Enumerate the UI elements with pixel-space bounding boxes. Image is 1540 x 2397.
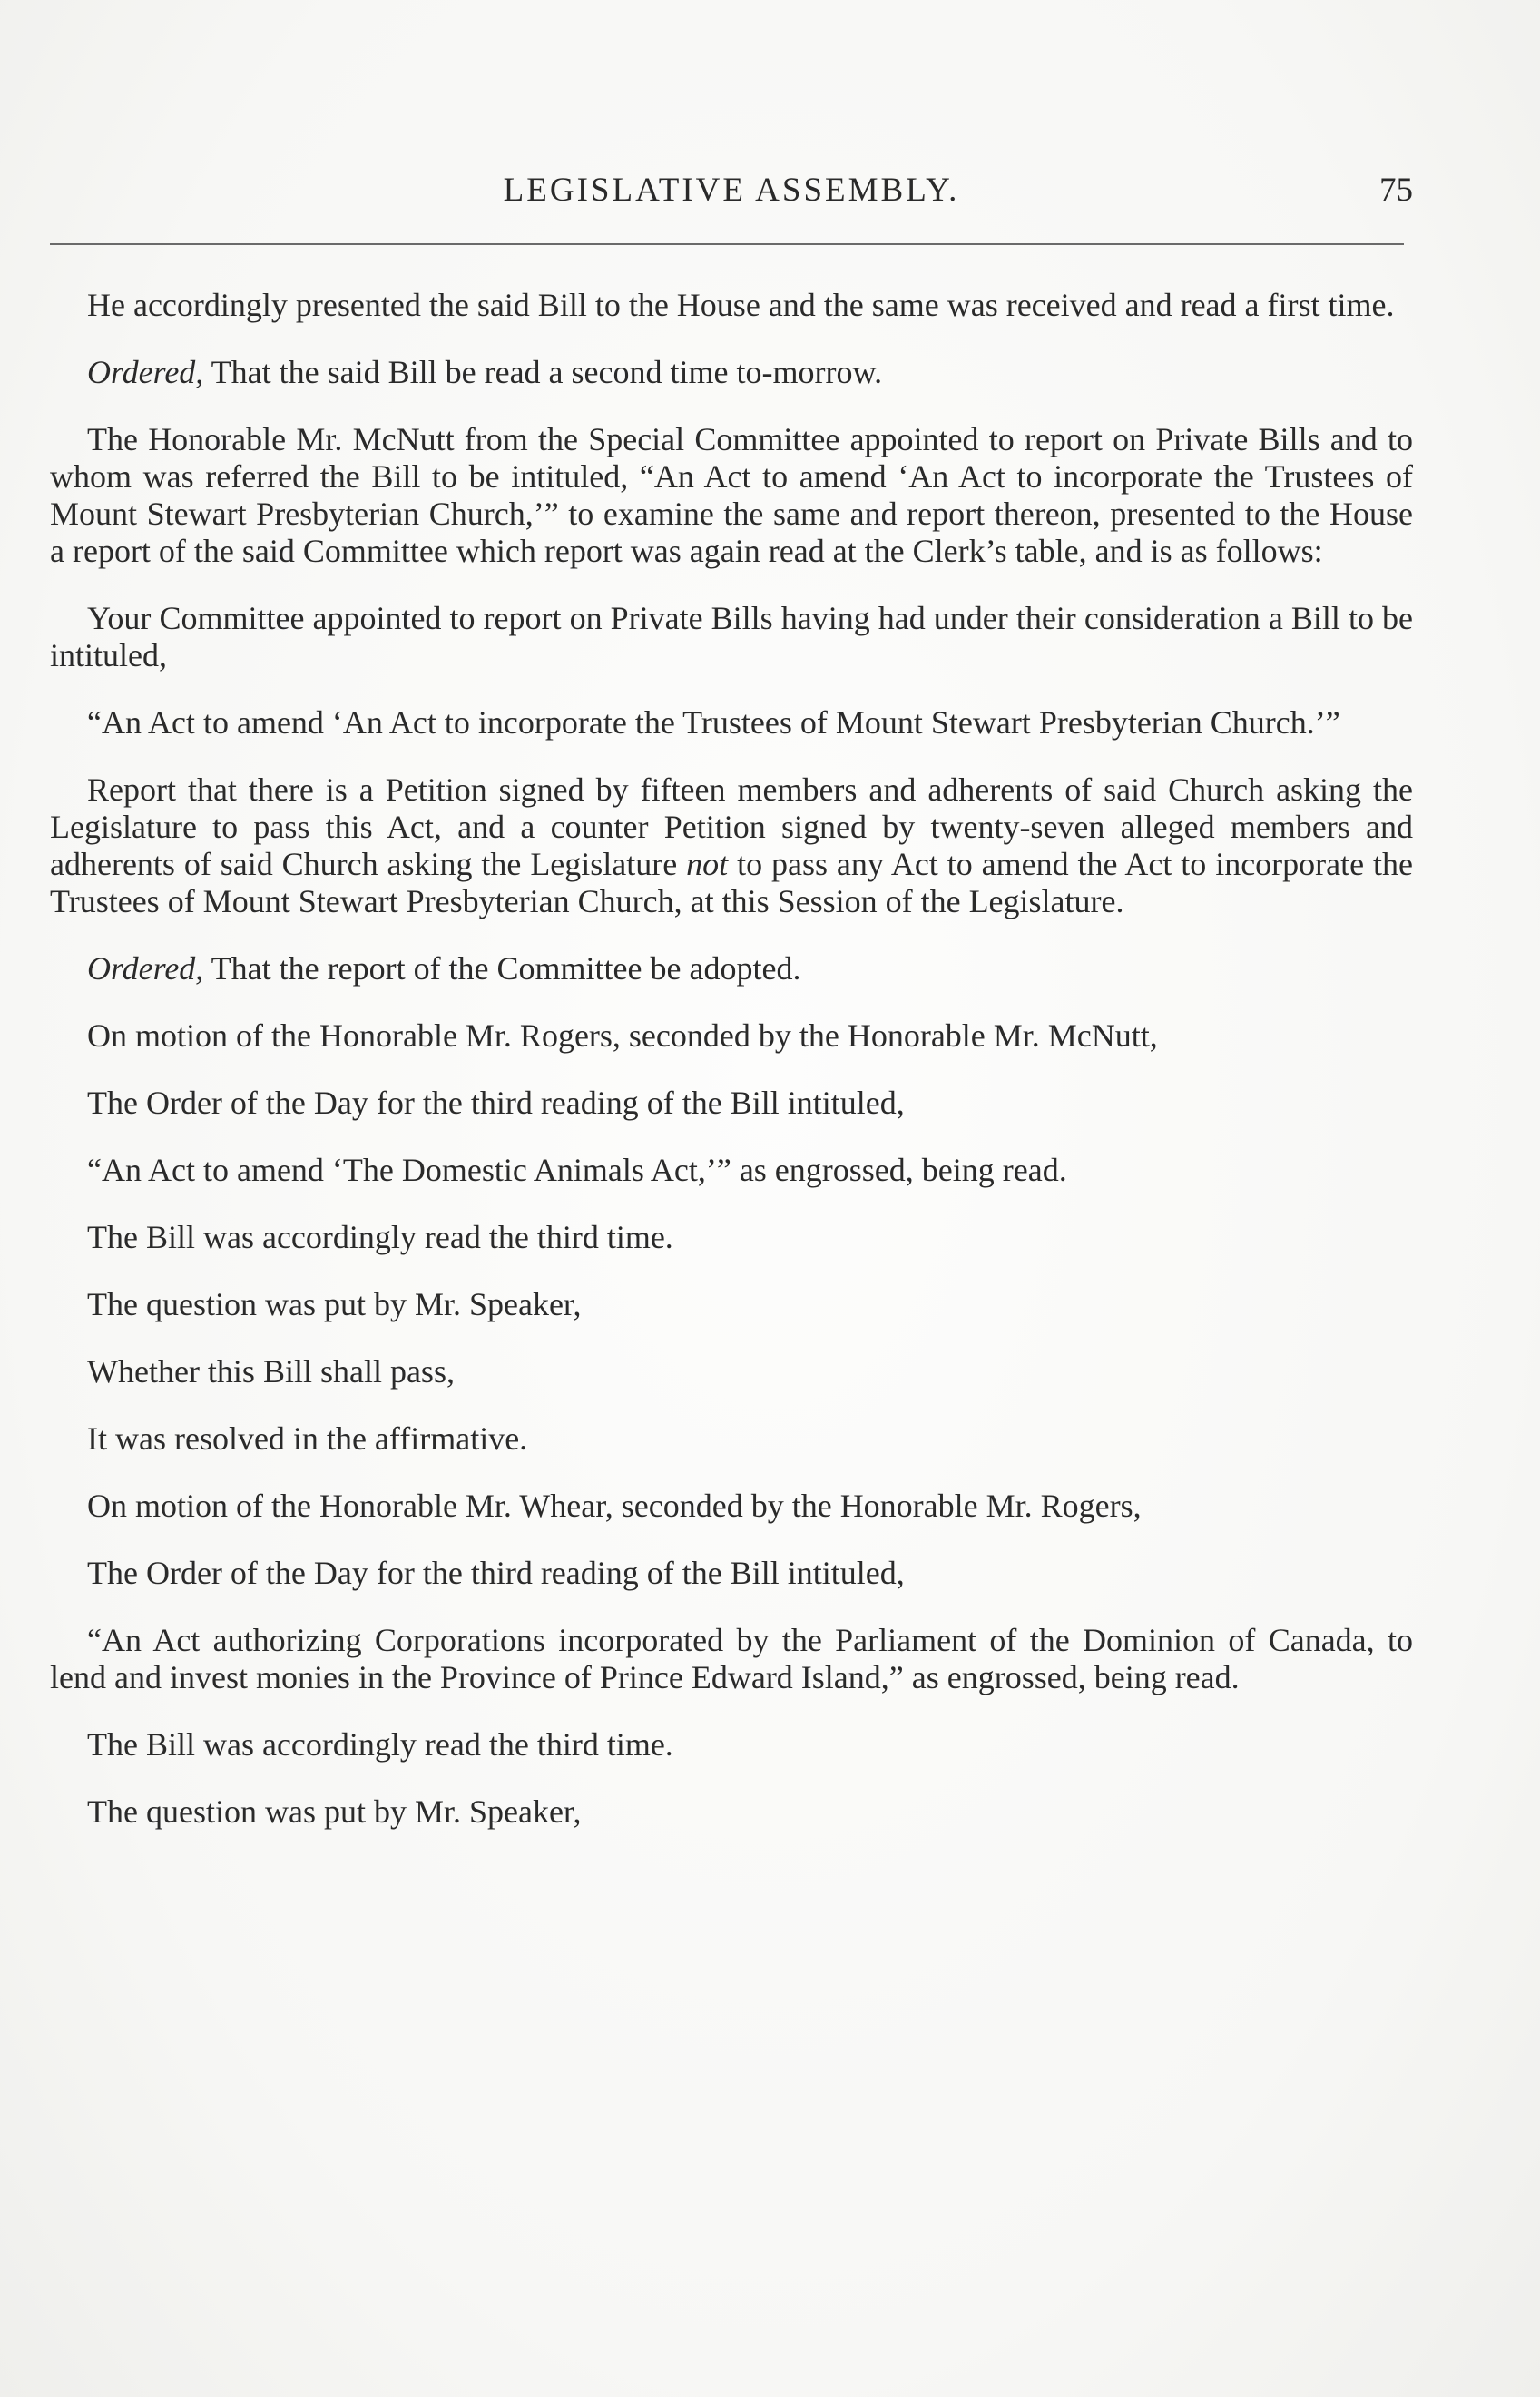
paragraph: He accordingly presented the said Bill to the House and the same was received and read a first time.	[87, 287, 1395, 323]
paragraph: “An Act authorizing Corporations incorporated by the Parliament of the Dominion of Canada, to lend and invest monies in the Province of Prince Edward Island,” as engrossed, being read.	[50, 1622, 1413, 1695]
paragraph: The question was put by Mr. Speaker,	[87, 1286, 582, 1322]
paragraph: The Order of the Day for the third reading of the Bill intituled,	[87, 1085, 905, 1121]
paragraph: The Honorable Mr. McNutt from the Special Committee appointed to report on Private Bills and to whom was referred the Bill to be intituled, “An Act to amend ‘An Act to incorporate the Trustees of Mount Stewart Presbyterian Church,’” to examine the same and report thereon, presented to the House a report of the said Committee which report was again read at the Clerk’s table, and is as follows:	[50, 421, 1413, 569]
paragraph: On motion of the Honorable Mr. Whear, seconded by the Honorable Mr. Rogers,	[87, 1488, 1142, 1524]
paragraph: The Order of the Day for the third reading of the Bill intituled,	[87, 1555, 905, 1591]
page-body	[50, 287, 1413, 1861]
paragraph: Ordered, That the report of the Committee be adopted.	[87, 950, 801, 987]
paragraph: Your Committee appointed to report on Private Bills having had under their consideration a Bill to be intituled,	[50, 600, 1413, 673]
paragraph: Ordered, That the said Bill be read a second time to-morrow.	[87, 354, 883, 390]
paragraph: Whether this Bill shall pass,	[87, 1353, 455, 1390]
ordered-lead: Ordered,	[87, 354, 204, 390]
paragraph: It was resolved in the affirmative.	[87, 1420, 528, 1457]
paragraph: “An Act to amend ‘The Domestic Animals Act,’” as engrossed, being read.	[87, 1152, 1067, 1188]
paragraph: The question was put by Mr. Speaker,	[87, 1793, 582, 1830]
paragraph: “An Act to amend ‘An Act to incorporate the Trustees of Mount Stewart Presbyterian Church.’”	[87, 704, 1340, 741]
page-number: 75	[1379, 172, 1413, 209]
header-rule	[50, 243, 1404, 245]
emphasis-not: not	[686, 846, 729, 882]
ordered-lead: Ordered,	[87, 950, 204, 987]
header-title: LEGISLATIVE ASSEMBLY.	[503, 172, 960, 209]
paragraph: On motion of the Honorable Mr. Rogers, seconded by the Honorable Mr. McNutt,	[87, 1017, 1158, 1054]
paragraph: Report that there is a Petition signed by fifteen members and adherents of said Church asking the Legislature to pass this Act, and a counter Petition signed by twenty-seven alleged members and adherents of said Church asking the Legislature not to pass any Act to amend the Act to incorporate the Trustees of Mount Stewart Presbyterian Church, at this Session of the Legislature.	[50, 771, 1413, 919]
paragraph: The Bill was accordingly read the third time.	[87, 1219, 673, 1255]
paragraph: The Bill was accordingly read the third time.	[87, 1726, 673, 1763]
running-header	[50, 171, 1413, 225]
